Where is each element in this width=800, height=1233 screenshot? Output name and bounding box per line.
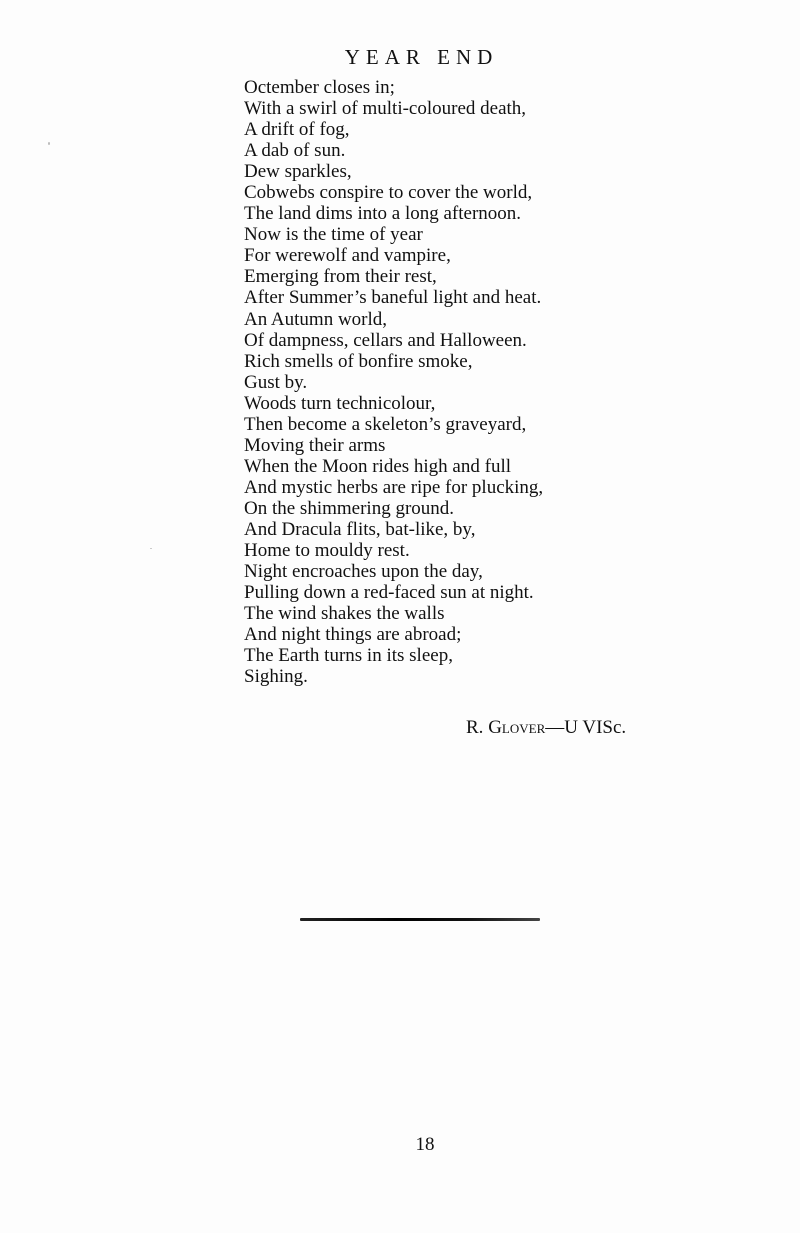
poem-body <box>244 77 543 687</box>
poem-line: Sighing. <box>244 666 308 688</box>
poem-line: Pulling down a red-faced sun at night. <box>244 582 534 604</box>
poem-line: Woods turn technicolour, <box>244 392 436 414</box>
poem-line: And Dracula flits, bat-like, by, <box>244 518 476 540</box>
poem-line: Cobwebs conspire to cover the world, <box>244 182 533 204</box>
section-divider <box>300 918 540 921</box>
poem-line: An Autumn world, <box>244 308 388 330</box>
poem-line: And night things are abroad; <box>244 624 462 646</box>
author-form: U VISc. <box>564 717 627 738</box>
poem-line: Emerging from their rest, <box>244 266 437 288</box>
page-number: 18 <box>415 1134 435 1155</box>
poem-line: Rich smells of bonfire smoke, <box>244 350 473 372</box>
poem-line: The land dims into a long afternoon. <box>244 203 522 225</box>
poem-line: On the shimmering ground. <box>244 497 455 519</box>
poem-line: And mystic herbs are ripe for plucking, <box>244 476 544 498</box>
paper-speck <box>150 548 152 549</box>
poem-line: For werewolf and vampire, <box>244 245 451 267</box>
poem-line: Octember closes in; <box>244 77 395 98</box>
poem-line: When the Moon rides high and full <box>244 455 512 477</box>
poem-line: Gust by. <box>244 371 308 393</box>
poem-line: Now is the time of year <box>244 224 423 246</box>
signature-separator: — <box>545 717 565 738</box>
poem-line: Of dampness, cellars and Halloween. <box>244 329 527 351</box>
author-initial: R. <box>466 717 484 738</box>
author-surname: Glover <box>488 717 546 738</box>
poem-line: Home to mouldy rest. <box>244 540 410 562</box>
poem-line: The wind shakes the walls <box>244 603 445 625</box>
poem-line: A drift of fog, <box>244 119 350 141</box>
paper-speck <box>48 142 50 145</box>
poem-line: Moving their arms <box>244 434 386 456</box>
author-signature <box>466 716 626 740</box>
poem-line: Night encroaches upon the day, <box>244 561 483 583</box>
poem-line: After Summer’s baneful light and heat. <box>244 287 542 309</box>
poem-line: Then become a skeleton’s graveyard, <box>244 413 527 435</box>
poem-title: YEAR END <box>344 45 499 69</box>
poem-line: Dew sparkles, <box>244 161 352 183</box>
poem-line: A dab of sun. <box>244 140 346 162</box>
poem-line: With a swirl of multi-coloured death, <box>244 98 527 120</box>
poem-line: The Earth turns in its sleep, <box>244 645 453 667</box>
